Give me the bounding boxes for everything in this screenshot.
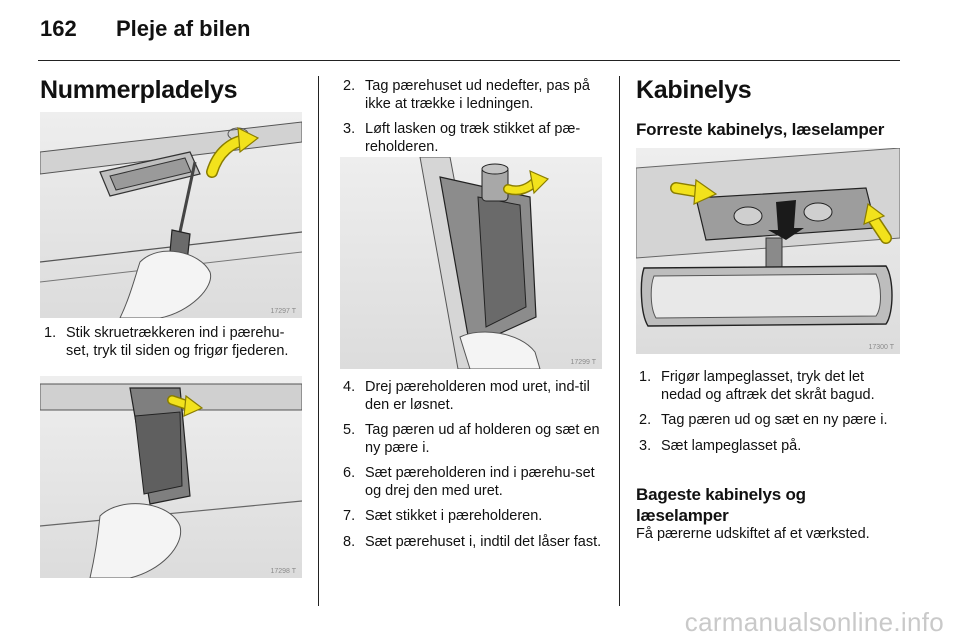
steps-list-front-cabin-light (639, 369, 901, 463)
step-text: Sæt lampeglasset på. (661, 437, 802, 454)
figure-number: 17297 T (270, 308, 296, 315)
steps-list-bulb-b (343, 379, 607, 559)
figure-bulb-holder (340, 157, 602, 369)
header-rule (38, 60, 900, 61)
list-item (343, 121, 607, 156)
step-text: Frigør lampeglasset, tryk det let nedad og aftræk det skråt bagud. (661, 369, 875, 403)
list-item (343, 465, 607, 500)
figure-license-plate-housing (40, 376, 302, 578)
step-text: Stik skruetrækkeren ind i pærehu-set, tryk til siden og frigør fjederen. (66, 325, 289, 359)
step-number: 8. (343, 533, 356, 550)
running-header-title: Pleje af bilen (116, 16, 251, 41)
step-number: 2. (639, 412, 652, 428)
list-item (639, 369, 901, 404)
list-item (343, 379, 607, 414)
step-number: 5. (343, 422, 356, 438)
list-item (343, 534, 607, 552)
list-item (639, 438, 901, 456)
step-text: Løft lasken og træk stikket af pæ-reholderen. (365, 121, 581, 155)
step-number: 2. (343, 78, 356, 94)
step-text: Sæt stikket i pæreholderen. (365, 508, 543, 524)
step-number: 1. (639, 369, 652, 385)
step-number: 3. (639, 437, 652, 454)
figure-front-cabin-light (636, 148, 900, 354)
step-text: Tag pæren ud af holderen og sæt en ny pære i. (365, 422, 600, 456)
step-number: 3. (343, 121, 356, 137)
list-item (343, 78, 607, 113)
step-text: Tag pærehuset ud nedefter, pas på ikke at trække i ledningen. (365, 78, 590, 112)
list-item (343, 508, 607, 526)
figure-number: 17300 T (868, 344, 894, 351)
page-number: 162 (40, 16, 77, 41)
column-divider-left (318, 76, 319, 606)
section-heading-kabinelys: Kabinelys (636, 76, 752, 104)
step-text: Sæt pæreholderen ind i pærehu-set og drej den med uret. (365, 465, 595, 499)
step-number: 4. (343, 379, 356, 395)
figure-number: 17298 T (270, 568, 296, 575)
section-heading-nummerpladelys: Nummerpladelys (40, 76, 238, 104)
step-text: Drej pæreholderen mod uret, ind-til den er løsnet. (365, 379, 590, 413)
step-number: 6. (343, 465, 356, 481)
step-number: 7. (343, 508, 356, 524)
list-item (343, 422, 607, 457)
step-number: 1. (44, 325, 57, 341)
steps-list-license-plate (44, 325, 306, 368)
list-item (639, 412, 901, 430)
list-item (44, 325, 306, 360)
watermark: carmanualsonline.info (684, 607, 944, 637)
step-text: Tag pæren ud og sæt en ny pære i. (661, 412, 888, 428)
step-text: Sæt pærehuset i, indtil det låser fast. (365, 533, 602, 550)
rear-cabin-note: Få pærerne udskiftet af et værksted. (636, 526, 870, 542)
steps-list-bulb-a (343, 78, 607, 164)
column-divider-right (619, 76, 620, 606)
subheading-rear-cabin-lights: Bageste kabinelys og læselamper (636, 485, 806, 525)
subheading-front-cabin-lights: Forreste kabinelys, læselamper (636, 120, 885, 139)
figure-number: 17299 T (570, 359, 596, 366)
figure-license-plate-screwdriver (40, 112, 302, 318)
